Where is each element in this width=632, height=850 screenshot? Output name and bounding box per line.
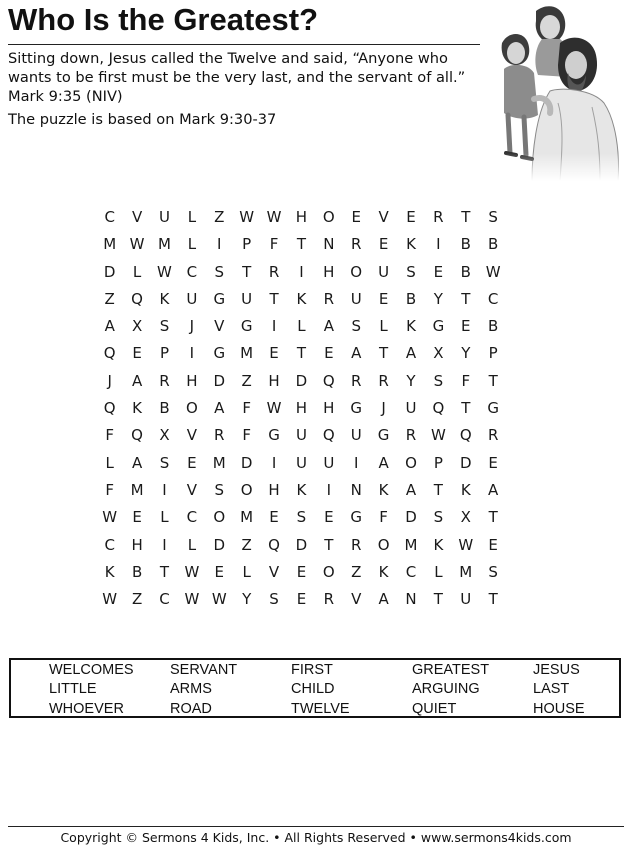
grid-letter: Q bbox=[103, 399, 116, 418]
grid-letter: F bbox=[105, 426, 115, 445]
grid-letter: A bbox=[214, 399, 225, 418]
word-list-item: LAST bbox=[533, 681, 570, 697]
grid-letter: I bbox=[189, 344, 195, 363]
word-search-grid bbox=[96, 204, 507, 613]
grid-letter: N bbox=[350, 480, 362, 499]
grid-letter: I bbox=[299, 262, 304, 281]
grid-letter: C bbox=[159, 590, 170, 609]
grid-letter: F bbox=[242, 399, 251, 418]
grid-letter: T bbox=[461, 208, 471, 226]
footer-divider bbox=[8, 826, 624, 827]
grid-letter: B bbox=[488, 235, 499, 254]
grid-letter: Y bbox=[242, 590, 252, 609]
grid-letter: Z bbox=[104, 289, 115, 308]
grid-letter: E bbox=[406, 208, 416, 226]
grid-letter: T bbox=[433, 590, 443, 609]
grid-letter: E bbox=[296, 562, 307, 581]
grid-letter: D bbox=[213, 535, 226, 554]
grid-letter: O bbox=[350, 262, 363, 281]
grid-letter: Z bbox=[351, 562, 362, 581]
grid-letter: E bbox=[488, 535, 498, 554]
grid-letter: T bbox=[296, 344, 307, 363]
grid-letter: W bbox=[211, 590, 227, 609]
grid-letter: I bbox=[271, 453, 277, 472]
grid-letter: G bbox=[240, 317, 253, 336]
grid-letter: W bbox=[129, 235, 145, 254]
grid-letter: H bbox=[131, 535, 143, 554]
grid-letter: A bbox=[131, 371, 143, 390]
grid-letter: C bbox=[186, 508, 198, 527]
grid-letter: R bbox=[350, 535, 362, 554]
grid-letter: K bbox=[406, 235, 416, 254]
grid-letter: D bbox=[405, 508, 417, 527]
grid-letter: B bbox=[131, 562, 143, 581]
word-list-item: LITTLE bbox=[49, 681, 97, 697]
grid-letter: S bbox=[214, 480, 225, 499]
grid-letter: W bbox=[266, 399, 282, 418]
grid-letter: B bbox=[460, 235, 471, 254]
grid-letter: V bbox=[131, 208, 143, 226]
grid-letter: U bbox=[460, 590, 472, 609]
grid-letter: E bbox=[269, 508, 279, 527]
grid-letter: W bbox=[266, 208, 282, 226]
grid-letter: K bbox=[378, 480, 389, 499]
grid-letter: U bbox=[323, 453, 335, 472]
grid-letter: L bbox=[105, 453, 114, 472]
grid-letter: E bbox=[296, 590, 307, 609]
grid-letter: D bbox=[240, 453, 253, 472]
grid-letter: S bbox=[159, 317, 170, 336]
grid-letter: D bbox=[459, 453, 472, 472]
puzzle-reference: The puzzle is based on Mark 9:30-37 bbox=[8, 111, 277, 128]
grid-letter: E bbox=[132, 344, 142, 363]
grid-letter: S bbox=[433, 371, 444, 390]
grid-letter: A bbox=[405, 344, 417, 363]
grid-letter: V bbox=[214, 317, 225, 336]
grid-letter: P bbox=[488, 344, 498, 363]
grid-letter: D bbox=[295, 535, 308, 554]
word-list-item: ARGUING bbox=[412, 681, 480, 697]
grid-letter: V bbox=[268, 562, 280, 581]
grid-letter: J bbox=[381, 399, 386, 418]
word-list-item: GREATEST bbox=[412, 662, 490, 678]
grid-letter: J bbox=[107, 371, 112, 390]
grid-letter: S bbox=[351, 317, 361, 336]
grid-letter: I bbox=[326, 480, 332, 499]
grid-letter: A bbox=[488, 480, 499, 499]
grid-letter: P bbox=[433, 453, 443, 472]
grid-letter: K bbox=[433, 535, 444, 554]
grid-letter: Y bbox=[461, 344, 471, 363]
grid-letter: L bbox=[187, 535, 197, 554]
word-list-item: WHOEVER bbox=[49, 701, 124, 717]
grid-letter: R bbox=[378, 371, 389, 390]
grid-letter: W bbox=[184, 562, 200, 581]
grid-letter: G bbox=[432, 317, 445, 336]
page-title: Who Is the Greatest? bbox=[8, 2, 319, 37]
grid-letter: I bbox=[162, 480, 167, 499]
grid-letter: S bbox=[406, 262, 416, 281]
grid-letter: F bbox=[242, 426, 251, 445]
grid-letter: X bbox=[433, 344, 444, 363]
grid-letter: T bbox=[159, 562, 170, 581]
grid-letter: B bbox=[460, 262, 471, 281]
grid-letter: U bbox=[350, 426, 362, 445]
grid-letter: K bbox=[104, 562, 115, 581]
grid-letter: E bbox=[378, 235, 389, 254]
word-list-item: TWELVE bbox=[291, 701, 350, 717]
scripture-verse: Sitting down, Jesus called the Twelve and said, “Anyone who wants to be first must be the very last, and the servant of all.” Mark 9:35 (NIV) bbox=[8, 50, 466, 105]
word-list-item: JESUS bbox=[533, 662, 580, 678]
grid-letter: E bbox=[214, 562, 224, 581]
word-list-box bbox=[9, 658, 621, 718]
grid-letter: W bbox=[239, 208, 255, 226]
grid-letter: B bbox=[405, 289, 417, 308]
grid-letter: I bbox=[162, 535, 167, 554]
grid-letter: V bbox=[378, 208, 389, 226]
grid-letter: K bbox=[460, 480, 471, 499]
grid-letter: M bbox=[158, 235, 171, 254]
grid-letter: T bbox=[242, 262, 252, 281]
grid-letter: I bbox=[271, 317, 277, 336]
grid-letter: L bbox=[379, 317, 388, 336]
grid-letter: G bbox=[350, 508, 363, 527]
grid-letter: T bbox=[433, 480, 443, 499]
grid-letter: X bbox=[159, 426, 170, 445]
grid-letter: L bbox=[187, 208, 197, 226]
grid-letter: U bbox=[295, 453, 307, 472]
grid-letter: N bbox=[323, 235, 335, 254]
grid-letter: K bbox=[132, 399, 142, 418]
grid-letter: E bbox=[132, 508, 142, 527]
grid-letter: T bbox=[296, 235, 307, 254]
grid-letter: B bbox=[488, 317, 499, 336]
word-list-item: WELCOMES bbox=[49, 662, 134, 678]
grid-letter: P bbox=[159, 344, 169, 363]
grid-letter: Y bbox=[406, 371, 416, 390]
grid-letter: R bbox=[268, 262, 280, 281]
grid-letter: F bbox=[105, 480, 115, 499]
grid-letter: M bbox=[240, 344, 254, 363]
grid-letter: Q bbox=[459, 426, 472, 445]
grid-letter: Q bbox=[268, 535, 280, 554]
grid-letter: E bbox=[378, 289, 389, 308]
grid-letter: H bbox=[186, 371, 198, 390]
grid-letter: W bbox=[458, 535, 474, 554]
word-list-item: CHILD bbox=[291, 681, 335, 697]
grid-letter: Q bbox=[322, 371, 335, 390]
grid-letter: D bbox=[103, 262, 116, 281]
grid-letter: R bbox=[323, 289, 335, 308]
grid-letter: U bbox=[295, 426, 307, 445]
grid-letter: T bbox=[488, 508, 498, 527]
grid-letter: M bbox=[459, 562, 473, 581]
grid-letter: S bbox=[488, 208, 498, 226]
grid-letter: R bbox=[405, 426, 417, 445]
grid-letter: O bbox=[240, 480, 253, 499]
grid-letter: E bbox=[269, 344, 279, 363]
grid-letter: F bbox=[461, 371, 471, 390]
grid-letter: Q bbox=[131, 426, 143, 445]
grid-letter: V bbox=[351, 590, 362, 609]
grid-letter: N bbox=[405, 590, 417, 609]
grid-letter: A bbox=[323, 317, 334, 336]
grid-letter: A bbox=[131, 453, 143, 472]
grid-letter: G bbox=[213, 289, 226, 308]
grid-letter: G bbox=[350, 399, 363, 418]
grid-letter: C bbox=[186, 262, 198, 281]
grid-letter: L bbox=[160, 508, 169, 527]
grid-letter: D bbox=[295, 371, 308, 390]
grid-letter: W bbox=[102, 508, 118, 527]
grid-letter: O bbox=[213, 508, 226, 527]
grid-letter: U bbox=[350, 289, 362, 308]
grid-letter: K bbox=[406, 317, 416, 336]
title-divider bbox=[8, 44, 480, 45]
grid-letter: E bbox=[433, 262, 444, 281]
grid-letter: T bbox=[461, 289, 471, 308]
grid-letter: L bbox=[132, 262, 142, 281]
grid-letter: Z bbox=[241, 371, 252, 390]
grid-letter: U bbox=[158, 208, 170, 226]
grid-letter: Z bbox=[214, 208, 225, 226]
grid-letter: K bbox=[296, 480, 307, 499]
grid-letter: V bbox=[186, 426, 197, 445]
grid-letter: Z bbox=[131, 590, 143, 609]
grid-letter: H bbox=[295, 399, 308, 418]
grid-letter: H bbox=[268, 371, 280, 390]
grid-letter: W bbox=[430, 426, 446, 445]
word-list-item: QUIET bbox=[412, 701, 457, 717]
grid-letter: O bbox=[322, 562, 335, 581]
grid-letter: Q bbox=[322, 426, 335, 445]
grid-letter: K bbox=[378, 562, 389, 581]
grid-letter: E bbox=[488, 453, 498, 472]
grid-letter: E bbox=[351, 208, 361, 226]
grid-letter: S bbox=[433, 508, 444, 527]
grid-letter: P bbox=[242, 235, 252, 254]
grid-letter: U bbox=[378, 262, 390, 281]
grid-letter: E bbox=[461, 317, 471, 336]
grid-letter: K bbox=[159, 289, 170, 308]
grid-letter: S bbox=[269, 590, 279, 609]
grid-letter: L bbox=[434, 562, 443, 581]
grid-letter: C bbox=[405, 562, 417, 581]
grid-letter: M bbox=[404, 535, 418, 554]
grid-letter: U bbox=[405, 399, 417, 418]
grid-letter: R bbox=[487, 426, 499, 445]
grid-letter: T bbox=[379, 344, 389, 363]
grid-letter: G bbox=[487, 399, 499, 418]
grid-letter: W bbox=[102, 590, 118, 609]
grid-letter: E bbox=[324, 508, 334, 527]
grid-letter: U bbox=[241, 289, 253, 308]
grid-letter: I bbox=[353, 453, 359, 472]
grid-letter: G bbox=[268, 426, 280, 445]
grid-letter: A bbox=[104, 317, 115, 336]
grid-letter: L bbox=[242, 562, 251, 581]
grid-letter: H bbox=[268, 480, 280, 499]
grid-letter: U bbox=[186, 289, 198, 308]
grid-letter: M bbox=[212, 453, 226, 472]
grid-letter: C bbox=[487, 289, 499, 308]
grid-letter: F bbox=[269, 235, 279, 254]
grid-letter: H bbox=[295, 208, 308, 226]
grid-letter: Q bbox=[103, 344, 116, 363]
word-list-item: SERVANT bbox=[170, 662, 238, 678]
grid-letter: M bbox=[130, 480, 144, 499]
word-list-item: ROAD bbox=[170, 701, 212, 717]
grid-letter: E bbox=[324, 344, 334, 363]
grid-letter: T bbox=[269, 289, 279, 308]
grid-letter: A bbox=[351, 344, 362, 363]
grid-letter: R bbox=[323, 590, 335, 609]
grid-letter: I bbox=[217, 235, 222, 254]
grid-letter: W bbox=[184, 590, 200, 609]
grid-letter: W bbox=[485, 262, 501, 281]
grid-letter: C bbox=[104, 208, 115, 226]
grid-letter: O bbox=[405, 453, 417, 472]
grid-letter: H bbox=[323, 399, 335, 418]
grid-letter: Z bbox=[241, 535, 252, 554]
grid-letter: S bbox=[488, 562, 498, 581]
grid-letter: B bbox=[159, 399, 170, 418]
grid-letter: X bbox=[460, 508, 471, 527]
grid-letter: R bbox=[214, 426, 225, 445]
grid-letter: S bbox=[214, 262, 225, 281]
copyright-footer: Copyright © Sermons 4 Kids, Inc. • All Rights Reserved • www.sermons4kids.com bbox=[60, 830, 572, 845]
grid-letter: G bbox=[377, 426, 390, 445]
grid-letter: X bbox=[131, 317, 143, 336]
grid-letter: L bbox=[187, 235, 197, 254]
jesus-with-children-illustration bbox=[488, 3, 628, 181]
grid-letter: T bbox=[488, 590, 498, 609]
grid-letter: O bbox=[377, 535, 390, 554]
grid-letter: A bbox=[378, 590, 389, 609]
grid-letter: W bbox=[157, 262, 172, 281]
grid-letter: Y bbox=[433, 289, 443, 308]
grid-letter: A bbox=[378, 453, 389, 472]
grid-letter: T bbox=[324, 535, 334, 554]
grid-letter: S bbox=[159, 453, 170, 472]
grid-letter: K bbox=[296, 289, 307, 308]
grid-letter: M bbox=[103, 235, 117, 254]
word-list-item: FIRST bbox=[291, 662, 333, 678]
grid-letter: Q bbox=[131, 289, 143, 308]
grid-letter: D bbox=[213, 371, 226, 390]
grid-letter: O bbox=[185, 399, 198, 418]
grid-letter: G bbox=[213, 344, 226, 363]
grid-letter: Q bbox=[432, 399, 445, 418]
grid-letter: T bbox=[461, 399, 471, 418]
grid-letter: R bbox=[159, 371, 170, 390]
grid-letter: M bbox=[240, 508, 254, 527]
grid-letter: A bbox=[405, 480, 417, 499]
grid-letter: E bbox=[187, 453, 197, 472]
grid-letter: V bbox=[186, 480, 197, 499]
grid-letter: L bbox=[297, 317, 306, 336]
grid-letter: S bbox=[296, 508, 307, 527]
grid-letter: C bbox=[104, 535, 115, 554]
grid-letter: F bbox=[379, 508, 388, 527]
grid-letter: R bbox=[433, 208, 444, 226]
grid-letter: R bbox=[350, 235, 362, 254]
grid-letter: J bbox=[189, 317, 195, 336]
grid-letter: R bbox=[350, 371, 362, 390]
word-list-item: ARMS bbox=[170, 681, 212, 697]
word-list-item: HOUSE bbox=[533, 701, 585, 717]
grid-letter: O bbox=[322, 208, 335, 226]
grid-letter: T bbox=[488, 371, 498, 390]
grid-letter: H bbox=[323, 262, 335, 281]
grid-letter: I bbox=[436, 235, 441, 254]
